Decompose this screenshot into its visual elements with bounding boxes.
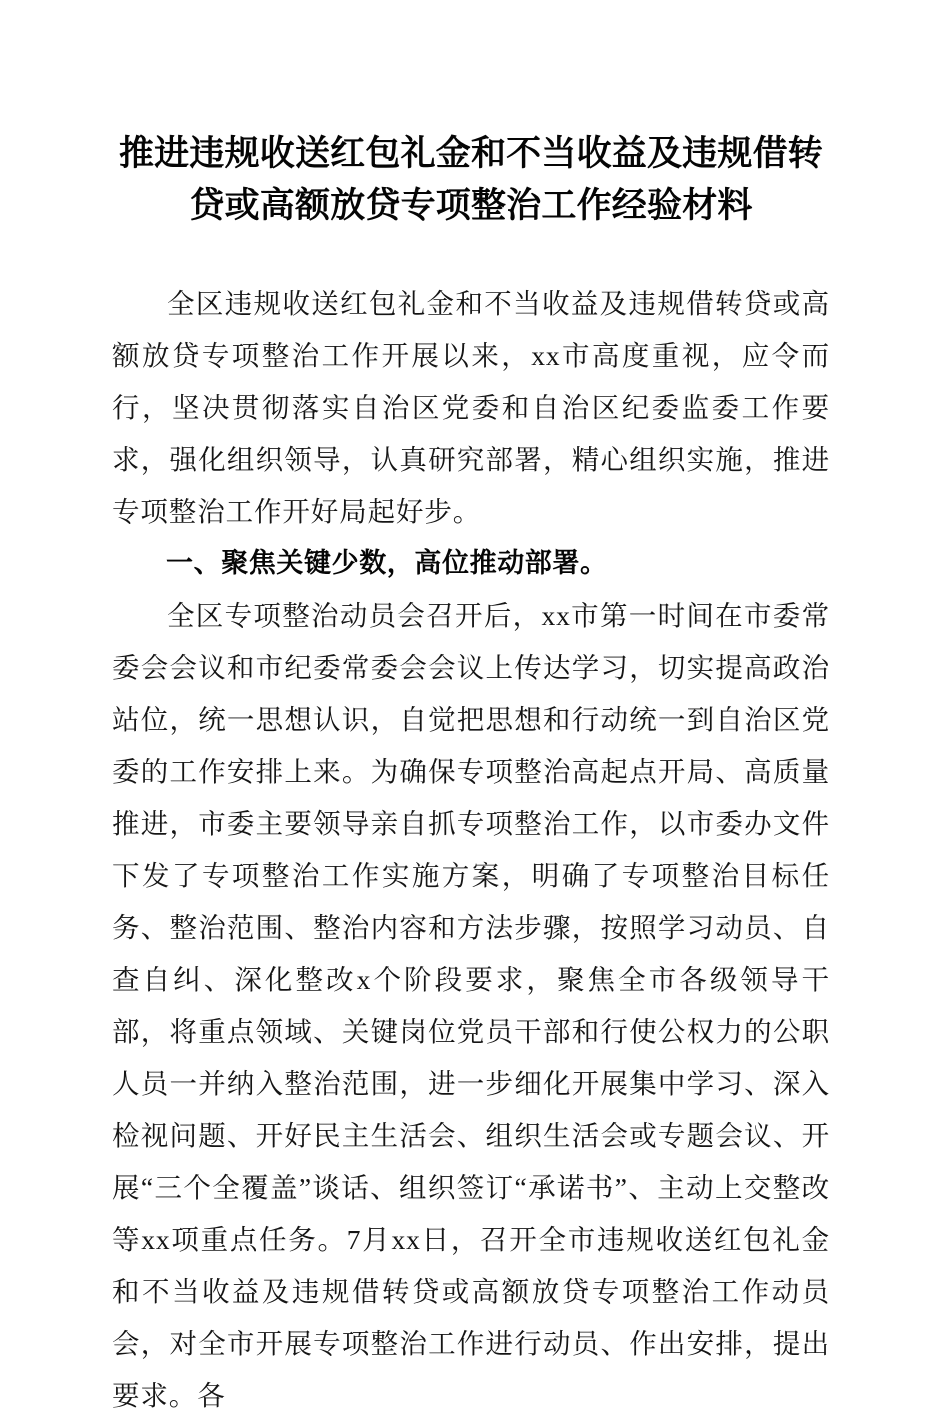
document-title: 推进违规收送红包礼金和不当收益及违规借转贷或高额放贷专项整治工作经验材料 xyxy=(118,133,823,226)
section-heading-one: 一、聚焦关键少数，高位推动部署。 xyxy=(166,548,608,579)
title-spacer xyxy=(112,232,830,278)
paragraph-intro: 全区违规收送红包礼金和不当收益及违规借转贷或高额放贷专项整治工作开展以来，xx市高度重视，应令而行，坚决贯彻落实自治区党委和自治区纪委监委工作要求，强化组织领导，认真研究部署，精心组织实施，推进专项整治工作开好局起好步。 xyxy=(112,288,830,527)
paragraph-section-one-body: 全区专项整治动员会召开后，xx市第一时间在市委常委会会议和市纪委常委会会议上传达学习，切实提高政治站位，统一思想认识，自觉把思想和行动统一到自治区党委的工作安排上来。为确保专项整治高起点开局、高质量推进，市委主要领导亲自抓专项整治工作，以市委办文件下发了专项整治工作实施方案，明确了专项整治目标任务、整治范围、整治内容和方法步骤，按照学习动员、自查自纠、深化整改x个阶段要求，聚焦全市各级领导干部，将重点领域、关键岗位党员干部和行使公权力的公职人员一并纳入整治范围，进一步细化开展集中学习、深入检视问题、开好民主生活会、组织生活会或专题会议、开展“三个全覆盖”谈话、组织签订“承诺书”、主动上交整改等xx项重点任务。7月xx日，召开全市违规收送红包礼金和不当收益及违规借转贷或高额放贷专项整治工作动员会，对全市开展专项整治工作进行动员、作出安排，提出要求。各 xyxy=(112,600,830,1411)
document-body xyxy=(112,0,830,1422)
